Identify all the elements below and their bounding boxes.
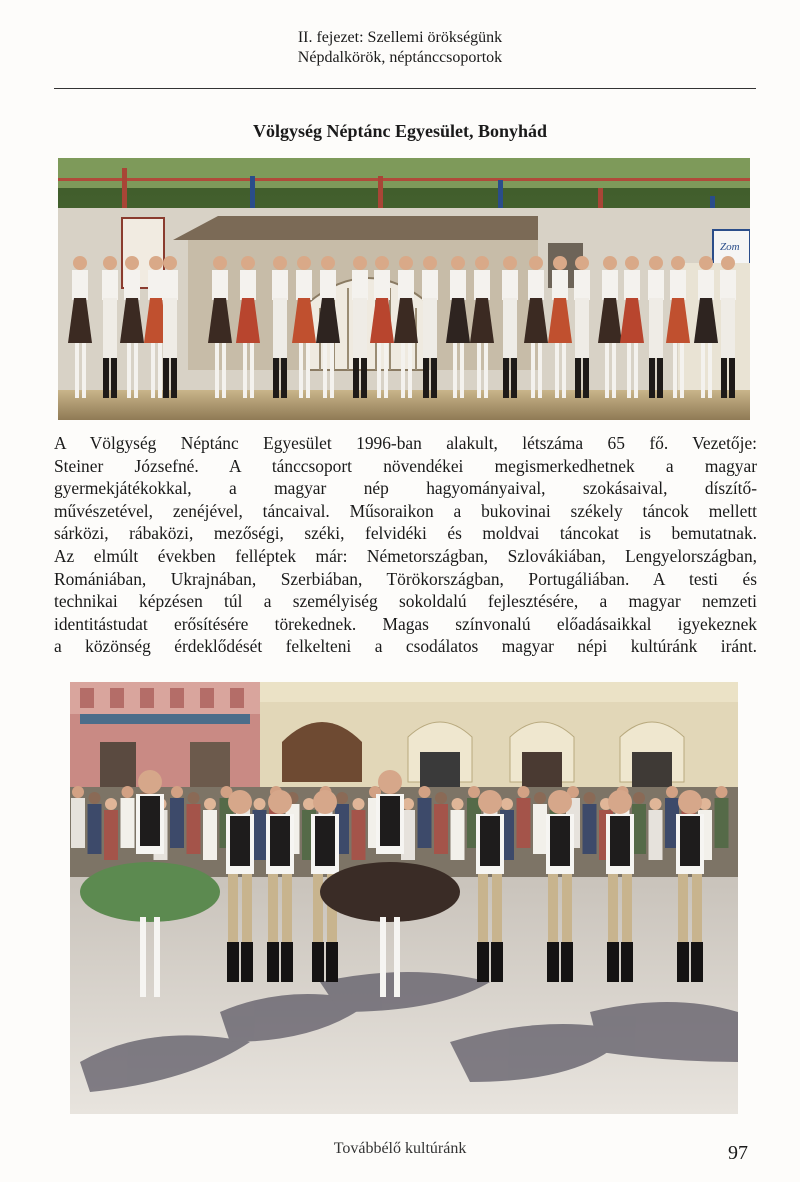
chapter-title: II. fejezet: Szellemi örökségünk (297, 29, 503, 46)
crowd-person (170, 786, 184, 848)
crowd-person (352, 798, 366, 860)
paragraph-line: gyermekjátékokkal, a magyar nép hagyományaival, szokásaival, díszítő- (54, 478, 757, 499)
paragraph-line: a közönség érdeklődését felkelteni a csodálatos magyar népi kultúránk iránt. (54, 636, 757, 657)
page-number: 97 (728, 1142, 748, 1164)
crowd-person (253, 798, 267, 860)
crowd-person (418, 786, 432, 848)
article-title: Völgység Néptánc Egyesület, Bonyhád (252, 121, 548, 141)
paragraph-line: művészetével, zenéjével, táncaival. Műsoraikon a bukovinai székely táncok mellett (54, 500, 757, 521)
crowd-person (88, 792, 102, 854)
crowd-person (533, 792, 547, 854)
paragraph-line: technikai képzésen túl a személyiség sokoldalú fejlesztésére, a magyar nemzeti (54, 591, 757, 612)
article-paragraph (54, 432, 757, 658)
crowd-person (71, 786, 85, 848)
crowd-person (649, 798, 663, 860)
stage-performance-photo (58, 158, 750, 420)
section-subtitle: Népdalkörök, néptánccsoportok (297, 49, 503, 66)
paragraph-line: sárközi, rábaközi, mezőségi, széki, felvidéki és moldvai táncokat is bemutatnak. (54, 523, 757, 544)
book-title-footer: Továbbélő kultúránk (333, 1140, 467, 1157)
crowd-person (451, 798, 465, 860)
crowd-person (632, 792, 646, 854)
crowd-person (187, 792, 201, 854)
paragraph-line: Az elmúlt években felléptek már: Németországban, Szlovákiában, Lengyelországban, (54, 545, 757, 566)
crowd-person (121, 786, 135, 848)
chapter-header (0, 28, 800, 68)
crowd-person (583, 792, 597, 854)
crowd-person (104, 798, 118, 860)
crowd-person (517, 786, 531, 848)
paragraph-line: A Völgység Néptánc Egyesület 1996-ban alakult, létszáma 65 fő. Vezetője: (54, 433, 757, 453)
crowd-person (434, 792, 448, 854)
paragraph-line: Steiner Józsefné. A tánccsoport növendékei megismerkedhetnek a magyar (54, 455, 757, 476)
crowd-person (715, 786, 729, 848)
street-performance-photo (70, 682, 738, 1114)
paragraph-line: Romániában, Ukrajnában, Szerbiában, Törökországban, Portugáliában. A testi és (54, 568, 757, 589)
header-divider (54, 88, 756, 89)
banner-sign-text: Zom (720, 241, 740, 253)
crowd-person (203, 798, 217, 860)
paragraph-line: identitástudat erősítésére törekednek. Magas színvonalú előadásaikkal igyekeznek (54, 613, 757, 634)
